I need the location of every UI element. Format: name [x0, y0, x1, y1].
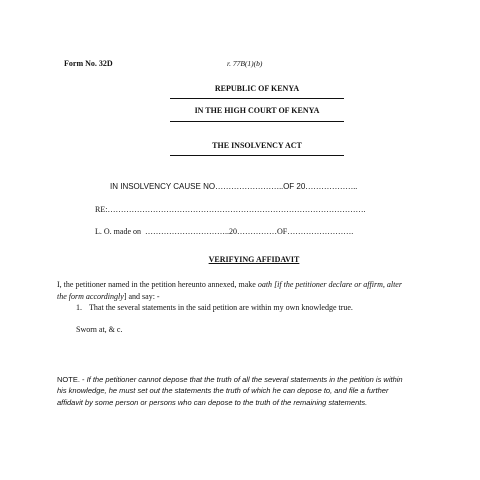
order-blank-date: …………………………..: [145, 227, 229, 236]
order-line: [95, 221, 353, 239]
order-year: 20: [229, 227, 237, 236]
sworn-line: Sworn at, & c.: [76, 325, 123, 334]
list-item-text: That the several statements in the said petition are within my own knowledge true.: [89, 303, 353, 312]
note-line-3: [57, 398, 367, 407]
body-italic-1: [if the petitioner declare or affirm, alter: [272, 280, 402, 289]
re-blank: …………………………………………………………………………………….: [107, 205, 366, 214]
form-number: Form No. 32D: [64, 59, 113, 68]
body-text-1: I, the petitioner named in the petition hereunto annexed, make: [57, 280, 258, 289]
cause-blank-year: ………………..: [305, 182, 358, 191]
body-oath: oath: [257, 280, 273, 289]
body-italic-2: the form accordingly: [57, 292, 124, 301]
re-prefix: RE:: [95, 205, 108, 214]
list-item: [76, 303, 353, 312]
note-text-2: his knowledge, he must set out the statements the truth of which he can depose to, and file a further: [57, 386, 389, 395]
body-line-1: [57, 280, 402, 289]
body-line-2: [57, 292, 160, 301]
divider-bottom: [170, 155, 344, 156]
note-text-1: NOTE. - If the petitioner cannot depose that the truth of all the several statements in the petition is within: [57, 375, 403, 384]
note-text-3: affidavit by some person or persons who can depose to the truth of the remaining statements.: [57, 398, 368, 407]
list-item-number: 1.: [76, 303, 82, 312]
divider-middle: [170, 121, 344, 122]
heading-act: THE INSOLVENCY ACT: [212, 141, 302, 150]
cause-blank-number: ……………………..: [215, 182, 284, 191]
rule-reference: r. 77B(1)(b): [227, 59, 263, 68]
re-line: [95, 199, 365, 217]
cause-of-year: OF 20: [283, 182, 306, 191]
note-line-2: [57, 386, 388, 395]
order-blank-name: …………………….: [287, 227, 354, 236]
note-line-1: [57, 375, 403, 384]
cause-line: [110, 176, 357, 194]
affidavit-title: VERIFYING AFFIDAVIT: [208, 255, 300, 264]
body-text-2: ] and say: -: [123, 292, 160, 301]
order-blank-year: ……………: [237, 227, 277, 236]
divider-top: [170, 98, 344, 99]
heading-republic: REPUBLIC OF KENYA: [214, 84, 300, 93]
order-prefix: L. O. made on: [95, 227, 141, 236]
heading-court: IN THE HIGH COURT OF KENYA: [194, 106, 320, 115]
cause-prefix: IN INSOLVENCY CAUSE NO: [110, 182, 216, 191]
order-of: OF: [277, 227, 288, 236]
